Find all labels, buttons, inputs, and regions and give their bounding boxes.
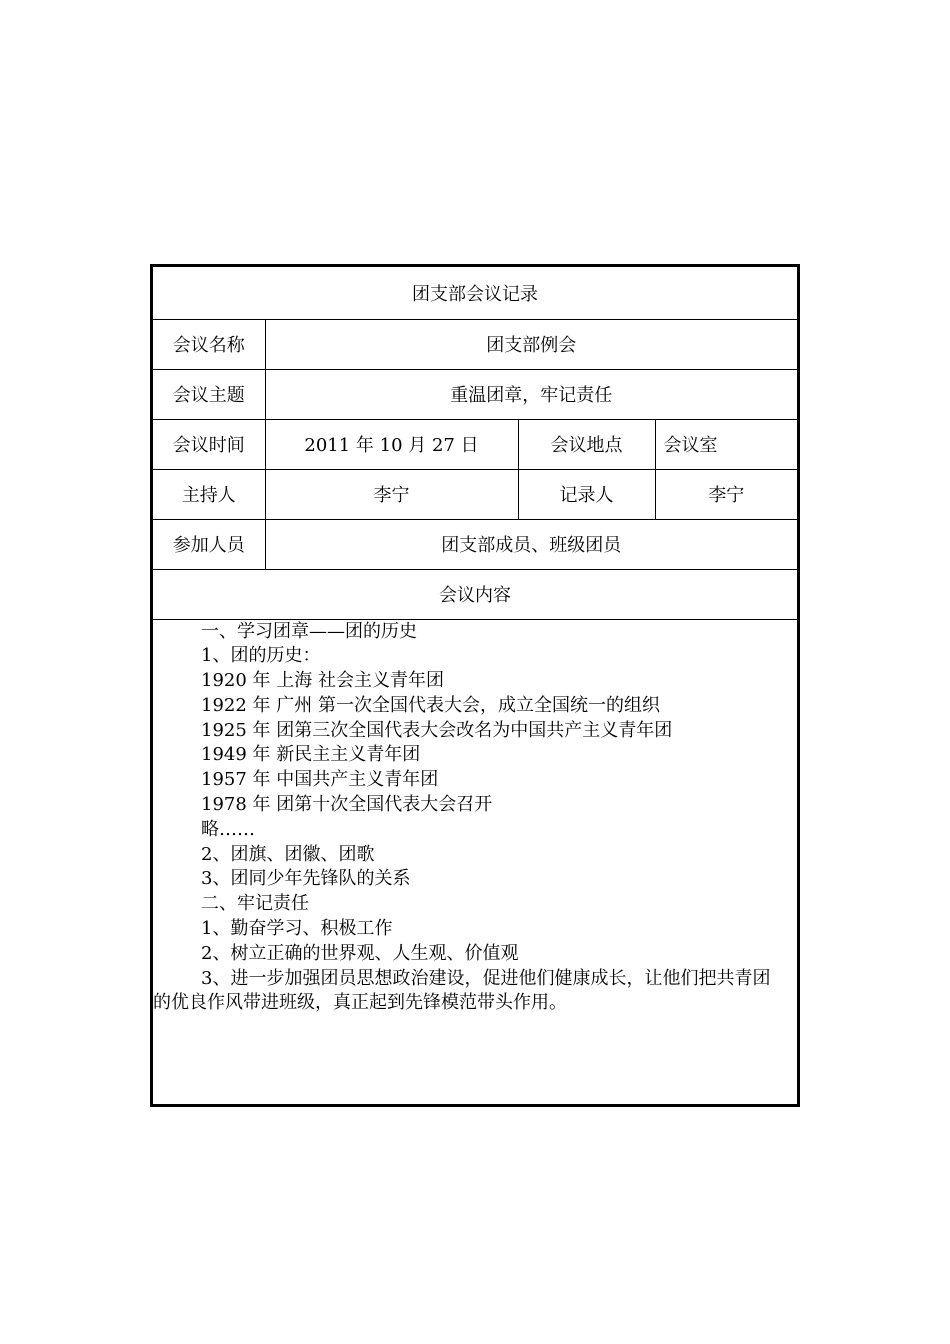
title-row bbox=[153, 267, 797, 319]
recorder-value: 李宁 bbox=[655, 469, 797, 519]
host-label: 主持人 bbox=[153, 469, 265, 519]
content-line: 1949 年 新民主主义青年团 bbox=[201, 744, 421, 766]
content-line: 二、牢记责任 bbox=[201, 893, 309, 915]
content-line: 1978 年 团第十次全国代表大会召开 bbox=[201, 794, 493, 816]
form-title: 团支部会议记录 bbox=[153, 267, 797, 319]
content-line: 一、学习团章——团的历史 bbox=[201, 620, 417, 642]
content-line: 1、团的历史： bbox=[201, 645, 321, 667]
participants-row bbox=[153, 519, 797, 569]
record-table bbox=[153, 267, 797, 1102]
participants-value: 团支部成员、班级团员 bbox=[265, 519, 797, 569]
recorder-label: 记录人 bbox=[518, 469, 655, 519]
host-value: 李宁 bbox=[265, 469, 518, 519]
content-header-row bbox=[153, 569, 797, 619]
meeting-name-value: 团支部例会 bbox=[265, 319, 797, 369]
meeting-theme-row bbox=[153, 369, 797, 419]
meeting-record-form bbox=[150, 264, 800, 1107]
time-place-row bbox=[153, 419, 797, 469]
content-line: 1957 年 中国共产主义青年团 bbox=[201, 769, 439, 791]
content-line: 1、勤奋学习、积极工作 bbox=[201, 918, 393, 940]
content-cell bbox=[153, 619, 797, 1102]
meeting-theme-value: 重温团章，牢记责任 bbox=[265, 369, 797, 419]
content-line: 1922 年 广州 第一次全国代表大会，成立全国统一的组织 bbox=[201, 694, 660, 716]
participants-label: 参加人员 bbox=[153, 519, 265, 569]
content-line: 1925 年 团第三次全国代表大会改名为中国共产主义青年团 bbox=[201, 719, 673, 741]
meeting-place-label: 会议地点 bbox=[518, 419, 655, 469]
content-header: 会议内容 bbox=[153, 569, 797, 619]
host-recorder-row bbox=[153, 469, 797, 519]
meeting-theme-label: 会议主题 bbox=[153, 369, 265, 419]
meeting-place-value: 会议室 bbox=[655, 419, 797, 469]
meeting-name-label: 会议名称 bbox=[153, 319, 265, 369]
meeting-time-value: 2011 年 10 月 27 日 bbox=[265, 419, 518, 469]
content-line: 略…… bbox=[201, 818, 255, 840]
content-line: 2、树立正确的世界观、人生观、价值观 bbox=[201, 942, 519, 964]
content-line: 2、团旗、团徽、团歌 bbox=[201, 843, 375, 865]
content-row bbox=[153, 619, 797, 1102]
content-line: 3、进一步加强团员思想政治建设，促进他们健康成长，让他们把共青团的优良作风带进班级，真正起到先锋模范带头作用。 bbox=[153, 967, 771, 1014]
meeting-name-row bbox=[153, 319, 797, 369]
content-line: 3、团同少年先锋队的关系 bbox=[201, 868, 411, 890]
content-line: 1920 年 上海 社会主义青年团 bbox=[201, 670, 444, 692]
meeting-content bbox=[153, 620, 797, 1017]
meeting-time-label: 会议时间 bbox=[153, 419, 265, 469]
